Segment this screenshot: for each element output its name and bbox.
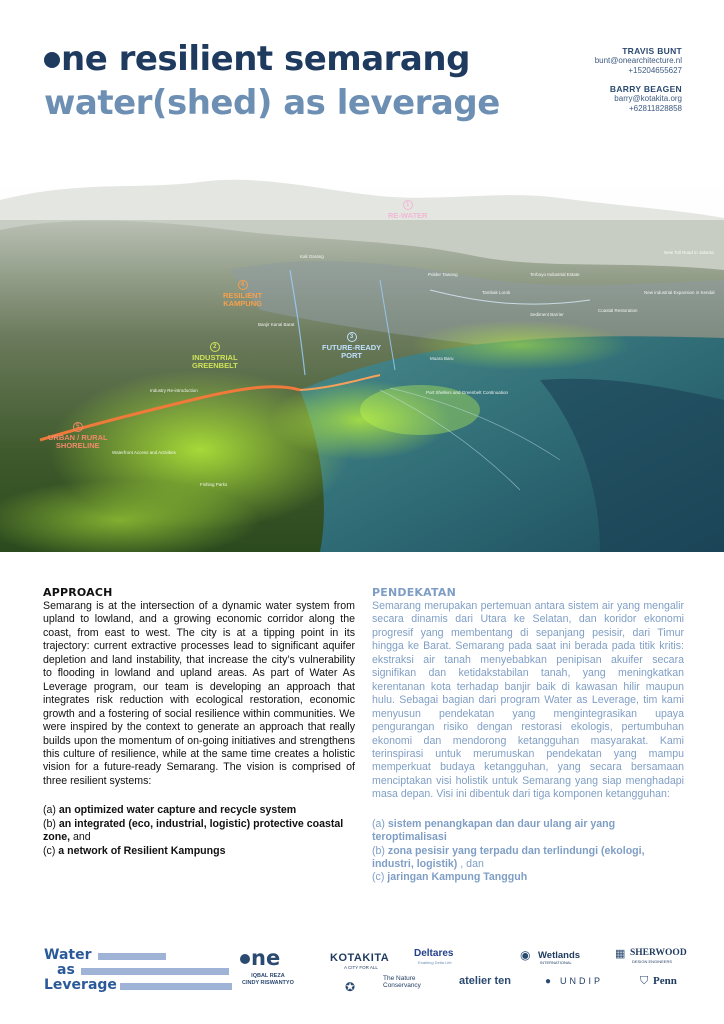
map-small-label: Fishing Parks [200, 482, 228, 487]
deltares-tagline: Enabling Delta Life [418, 960, 452, 965]
atelier-ten-logo: atelier ten [459, 975, 511, 987]
water-as-leverage-logo: Water as Leverage [44, 948, 117, 993]
wetlands-logo: Wetlands [538, 950, 581, 961]
contact-name: BARRY BEAGEN [609, 84, 682, 94]
map-small-label: Tambak Lorok [482, 290, 511, 295]
map-small-label: Port Shellers and Greenbelt Continuation [426, 390, 509, 395]
header [0, 0, 724, 160]
logo-bar [120, 983, 232, 990]
list-item: (c) a network of Resilient Kampungs [43, 844, 226, 857]
aerial-rendering [0, 160, 724, 552]
map-label-re-water: 1 RE-WATER [388, 202, 428, 220]
map-label-future-ready-port: 3 FUTURE-READY PORT [322, 334, 382, 360]
pendekatan-section [372, 586, 684, 885]
map-label-industrial-greenbelt: 2 INDUSTRIAL GREENBELT [192, 344, 238, 370]
pendekatan-list [372, 818, 684, 885]
page-title [44, 40, 500, 78]
sherwood-logo: SHERWOOD [630, 948, 687, 958]
contact-email[interactable]: bunt@onearchitecture.nl [594, 56, 682, 65]
list-item: (a) an optimized water capture and recycle system [43, 804, 297, 817]
map-small-label: Muara Baru [430, 356, 454, 361]
sherwood-tagline: DESIGN ENGINEERS [632, 959, 673, 964]
approach-heading: APPROACH [43, 586, 113, 599]
penn-logo: Penn [653, 975, 677, 987]
contact-phone: +15204655627 [628, 66, 682, 75]
approach-section [43, 586, 355, 858]
undip-logo: UNDIP [560, 976, 604, 986]
footer-logos [0, 940, 724, 1024]
sherwood-icon: ▦ [615, 948, 626, 960]
penn-shield-icon: ⛉ [640, 975, 649, 987]
kotakita-logo: KOTAKITA [330, 952, 390, 964]
contact-phone: +62811828858 [628, 104, 682, 113]
one-architecture-logo: ne [240, 946, 280, 970]
contact-block [595, 46, 682, 114]
one-logo-dot-icon [44, 52, 60, 68]
nature-conservancy-logo: The Nature Conservancy [383, 975, 421, 989]
map-small-label: Terboyo Industrial Estate [530, 272, 580, 277]
map-small-label: Industry Re-introduction [150, 388, 198, 393]
list-item: (c) jaringan Kampung Tangguh [372, 871, 528, 884]
map-small-label: New industrial Expansion in Kendal [644, 290, 715, 295]
wetlands-globe-icon: ◉ [520, 948, 531, 962]
list-item: (b) zona pesisir yang terpadu dan terlindungi (ekologi, industri, logistik) , dan [372, 844, 645, 871]
wetlands-tagline: INTERNATIONAL [540, 960, 572, 965]
one-team-names: IQBAL REZA CINDY RISWANTYO [242, 973, 294, 986]
title-block [44, 40, 500, 122]
map-label-urban-rural-shoreline: 5 URBAN / RURAL SHORELINE [48, 424, 108, 450]
title-line-1: ne resilient semarang [61, 39, 470, 79]
one-dot-icon [240, 954, 250, 964]
kotakita-tagline: A CITY FOR ALL [344, 965, 378, 970]
map-small-label: Coastal Restoration [598, 308, 638, 313]
deltares-logo: Deltares [414, 948, 454, 959]
map-small-label: Banjir Kanal Barat [258, 322, 295, 327]
undip-emblem-icon: ● [545, 976, 552, 987]
map-small-label: Sediment Barrier [530, 312, 564, 317]
contact-email[interactable]: barry@kotakita.org [614, 94, 682, 103]
map-small-label: Polder Tawang [428, 272, 458, 277]
ristekdikti-icon: ✪ [345, 980, 356, 994]
pendekatan-body: Semarang merupakan pertemuan antara sistem air yang mengalir secara dinamis dari Utara ke Selatan, dan koridor ekonomi progresif yang membentang di sepanjang pesisir, dari Timur hingga ke Barat. Semarang pada saat ini berada pada titik kritis: ekstraksi air tanah menyebabkan penipisan akuifer secara signifikan dan ketidakstabilan tanah, yang meningkatkan kerentanan kota terhadap banjir baik di kawasan hilir maupun hulu. Sebagai bagian dari program Water as Leverage, tim kami menyusun pendekatan yang mengintegrasikan upaya pengurangan risiko dengan restorasi ekologis, pertumbuhan ekonomi dan mendorong ketangguhan masyarakat. Kami terinspirasi untuk merumuskan pendekatan yang mampu memperkuat budaya ketangguhan, yang secara bersamaan menciptakan visi holistik untuk Semarang yang siap menghadapi masa depan. Visi ini dibentuk dari tiga komponen ketangguhan: [372, 600, 684, 801]
list-item: (a) sistem penangkapan dan daur ulang air yang teroptimalisasi [372, 817, 616, 844]
approach-list [43, 804, 355, 858]
logo-bar [81, 968, 229, 975]
map-label-resilient-kampung: 4 RESILIENT KAMPUNG [223, 282, 263, 308]
page-subtitle: water(shed) as leverage [44, 83, 500, 123]
map-small-label: Kali Garang [300, 254, 324, 259]
contact-name: TRAVIS BUNT [622, 46, 682, 56]
map-small-label: New Toll Road in Jakarta [664, 250, 714, 255]
map-small-label: Waterfront Access and Activities [112, 450, 176, 455]
logo-bar [98, 953, 166, 960]
approach-body: Semarang is at the intersection of a dynamic water system from upland to lowland, and a growing economic corridor along the coast, from east to west. The city is at a tipping point in its trajectory: current extractive processes lead to significant aquifer depletion and land instability, that increase the city’s vulnerability to flooding in lowland and upland areas. As part of Water As Leverage program, our team is developing an approach that integrates risk reduction with ecological restoration, economic growth and a fostering of social resilience within communities. We were inspired by the context to generate an approach that really builds upon the momentum of on-going initiatives and strengthens this culture of resilience, while at the same time creates a holistic vision for a future-ready Semarang. The vision is comprised of three resilient systems: [43, 600, 355, 787]
list-item: (b) an integrated (eco, industrial, logistic) protective coastal zone, and [43, 817, 344, 844]
pendekatan-heading: PENDEKATAN [372, 586, 456, 599]
